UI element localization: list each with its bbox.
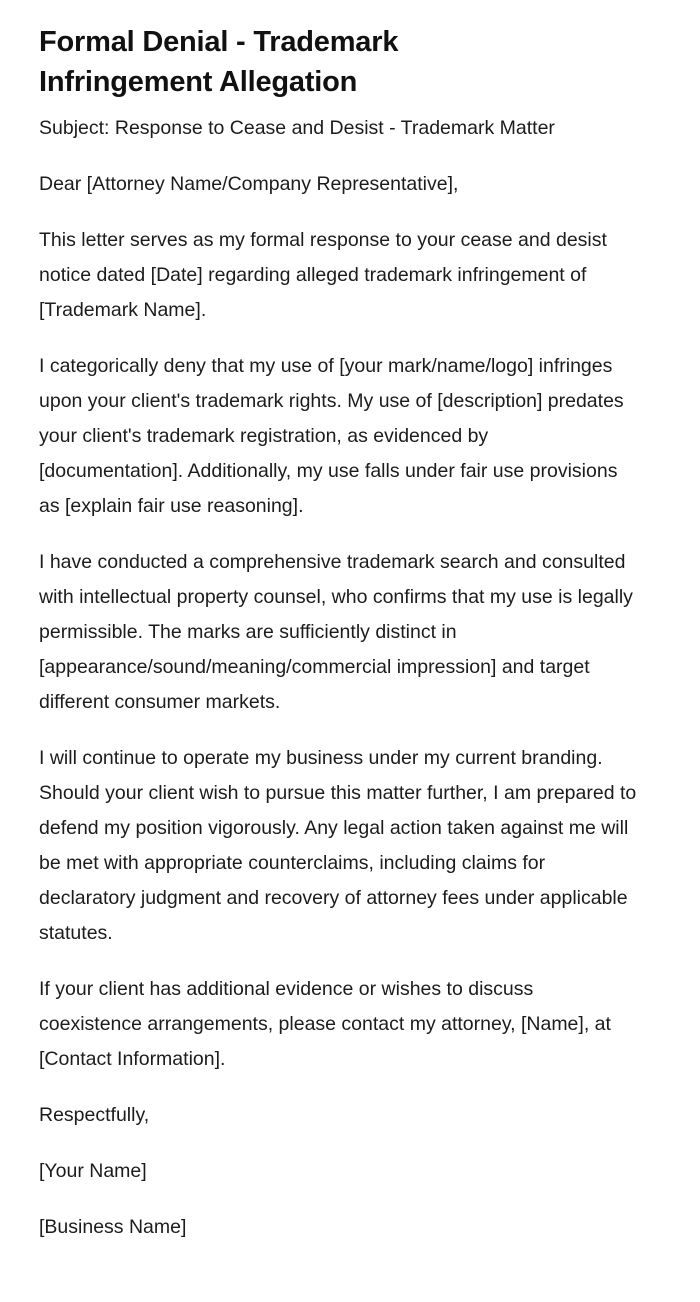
signature-name: [Your Name] bbox=[39, 1160, 147, 1182]
page-title: Formal Denial - Trademark Infringement Allegation bbox=[39, 26, 399, 98]
body-paragraph-3: I have conducted a comprehensive trademark search and consulted with intellectual property counsel, who confirms that my use is legally permissible. The marks are sufficiently distinct in [appearance/sound/meaning/commercial impression] and target different consumer markets. bbox=[39, 551, 633, 713]
signature-business-name: [Business Name] bbox=[39, 1216, 187, 1238]
body-paragraph-2: I categorically deny that my use of [your mark/name/logo] infringes upon your client's trademark rights. My use of [description] predates your client's trademark registration, as evidenced by [documentation]. Additionally, my use falls under fair use provisions as [explain fair use reasoning]. bbox=[39, 355, 624, 517]
salutation: Dear [Attorney Name/Company Representative], bbox=[39, 173, 459, 195]
body-paragraph-4: I will continue to operate my business under my current branding. Should your client wish to pursue this matter further, I am prepared to defend my position vigorously. Any legal action taken against me will be met with appropriate counterclaims, including claims for declaratory judgment and recovery of attorney fees under applicable statutes. bbox=[39, 747, 637, 944]
letter-body bbox=[39, 111, 637, 1245]
closing-salutation: Respectfully, bbox=[39, 1104, 150, 1126]
subject-line: Subject: Response to Cease and Desist - Trademark Matter bbox=[39, 117, 555, 139]
body-paragraph-5: If your client has additional evidence or wishes to discuss coexistence arrangements, please contact my attorney, [Name], at [Contact Information]. bbox=[39, 978, 611, 1070]
body-paragraph-1: This letter serves as my formal response to your cease and desist notice dated [Date] regarding alleged trademark infringement of [Trademark Name]. bbox=[39, 229, 607, 321]
